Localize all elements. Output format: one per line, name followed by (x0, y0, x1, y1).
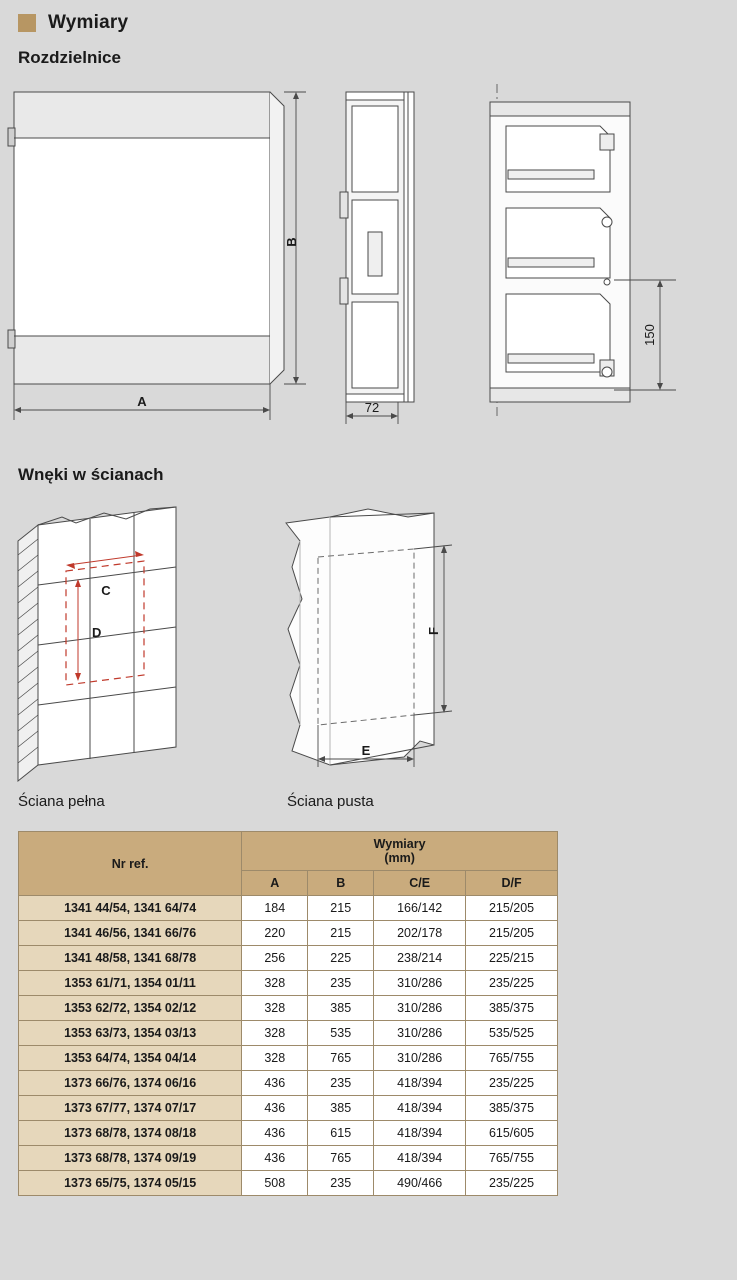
cell-ref: 1341 44/54, 1341 64/74 (19, 896, 242, 921)
cell-ce: 490/466 (374, 1171, 466, 1196)
cell-df: 535/525 (466, 1021, 558, 1046)
header-dimensions (242, 832, 558, 871)
cell-b: 385 (308, 1096, 374, 1121)
cell-ref: 1341 48/58, 1341 68/78 (19, 946, 242, 971)
table-row (19, 1021, 558, 1046)
dim-label-E: E (361, 743, 371, 758)
cell-ce: 238/214 (374, 946, 466, 971)
cell-a: 436 (242, 1121, 308, 1146)
cell-ref: 1353 64/74, 1354 04/14 (19, 1046, 242, 1071)
dim-label-150: 150 (642, 324, 657, 346)
header-dimensions-line1: Wymiary (373, 837, 426, 851)
cell-ref: 1341 46/56, 1341 66/76 (19, 921, 242, 946)
caption-solid-wall: Ściana pełna (18, 793, 105, 810)
cell-df: 385/375 (466, 996, 558, 1021)
cell-ce: 166/142 (374, 896, 466, 921)
cell-a: 256 (242, 946, 308, 971)
dim-label-C-text: C (101, 583, 111, 598)
cell-df: 215/205 (466, 896, 558, 921)
cell-ce: 202/178 (374, 921, 466, 946)
header-ref: Nr ref. (19, 832, 242, 896)
header-col-df: D/F (466, 871, 558, 896)
table-row (19, 1046, 558, 1071)
enclosure-drawings (0, 72, 737, 457)
cell-a: 436 (242, 1096, 308, 1121)
table-row (19, 996, 558, 1021)
header-col-b: B (308, 871, 374, 896)
cell-b: 235 (308, 1071, 374, 1096)
cell-b: 535 (308, 1021, 374, 1046)
cell-ref: 1353 63/73, 1354 03/13 (19, 1021, 242, 1046)
cell-df: 385/375 (466, 1096, 558, 1121)
dim-label-depth-72: 72 (364, 400, 380, 415)
cell-ce: 418/394 (374, 1096, 466, 1121)
cell-ce: 310/286 (374, 996, 466, 1021)
dimensions-table (18, 831, 558, 1196)
cell-a: 328 (242, 996, 308, 1021)
cell-a: 436 (242, 1071, 308, 1096)
cell-df: 765/755 (466, 1146, 558, 1171)
cell-df: 235/225 (466, 1071, 558, 1096)
cell-b: 615 (308, 1121, 374, 1146)
cell-a: 508 (242, 1171, 308, 1196)
table-header-row-1 (19, 832, 558, 871)
wall-captions (0, 789, 737, 821)
wall-drawing-svg (0, 489, 737, 789)
header-dimensions-line2: (mm) (384, 851, 415, 865)
table-row (19, 1121, 558, 1146)
cell-ce: 310/286 (374, 1021, 466, 1046)
cell-b: 385 (308, 996, 374, 1021)
cell-ref: 1373 66/76, 1374 06/16 (19, 1071, 242, 1096)
cell-ce: 310/286 (374, 1046, 466, 1071)
table-row (19, 971, 558, 996)
cell-a: 328 (242, 971, 308, 996)
caption-hollow-wall: Ściana pusta (287, 793, 374, 810)
section-title-enclosures: Rozdzielnice (18, 48, 121, 67)
cell-a: 328 (242, 1046, 308, 1071)
cell-ce: 310/286 (374, 971, 466, 996)
cell-ce: 418/394 (374, 1121, 466, 1146)
cell-df: 235/225 (466, 971, 558, 996)
cell-ref: 1353 62/72, 1354 02/12 (19, 996, 242, 1021)
dim-label-F: F (426, 627, 441, 635)
cell-df: 765/755 (466, 1046, 558, 1071)
header-col-a: A (242, 871, 308, 896)
table-row (19, 921, 558, 946)
dim-label-D: D (92, 625, 102, 640)
cell-ref: 1373 67/77, 1374 07/17 (19, 1096, 242, 1121)
cell-df: 225/215 (466, 946, 558, 971)
cell-ce: 418/394 (374, 1071, 466, 1096)
cell-b: 765 (308, 1146, 374, 1171)
cell-b: 765 (308, 1046, 374, 1071)
cell-ref: 1373 68/78, 1374 09/19 (19, 1146, 242, 1171)
cell-a: 184 (242, 896, 308, 921)
cell-b: 215 (308, 896, 374, 921)
cell-ref: 1373 65/75, 1374 05/15 (19, 1171, 242, 1196)
cell-a: 220 (242, 921, 308, 946)
table-row (19, 1071, 558, 1096)
cell-ref: 1353 61/71, 1354 01/11 (19, 971, 242, 996)
page-header (0, 0, 737, 40)
enclosure-drawing-svg (0, 72, 737, 457)
table-row (19, 896, 558, 921)
cell-df: 615/605 (466, 1121, 558, 1146)
cell-b: 225 (308, 946, 374, 971)
table-row (19, 946, 558, 971)
wall-recess-drawings (0, 489, 737, 789)
cell-a: 328 (242, 1021, 308, 1046)
section-title-recesses: Wnęki w ścianach (18, 465, 164, 484)
dim-label-B: B (284, 237, 299, 247)
cell-ce: 418/394 (374, 1146, 466, 1171)
header-col-ce: C/E (374, 871, 466, 896)
cell-b: 215 (308, 921, 374, 946)
cell-ref: 1373 68/78, 1374 08/18 (19, 1121, 242, 1146)
table-body (19, 896, 558, 1196)
dim-label-A: A (137, 394, 147, 409)
cell-df: 235/225 (466, 1171, 558, 1196)
cell-b: 235 (308, 1171, 374, 1196)
header-color-swatch (18, 14, 36, 32)
cell-b: 235 (308, 971, 374, 996)
page-title: Wymiary (48, 12, 129, 33)
table-row (19, 1146, 558, 1171)
cell-a: 436 (242, 1146, 308, 1171)
cell-df: 215/205 (466, 921, 558, 946)
table-row (19, 1171, 558, 1196)
table-row (19, 1096, 558, 1121)
